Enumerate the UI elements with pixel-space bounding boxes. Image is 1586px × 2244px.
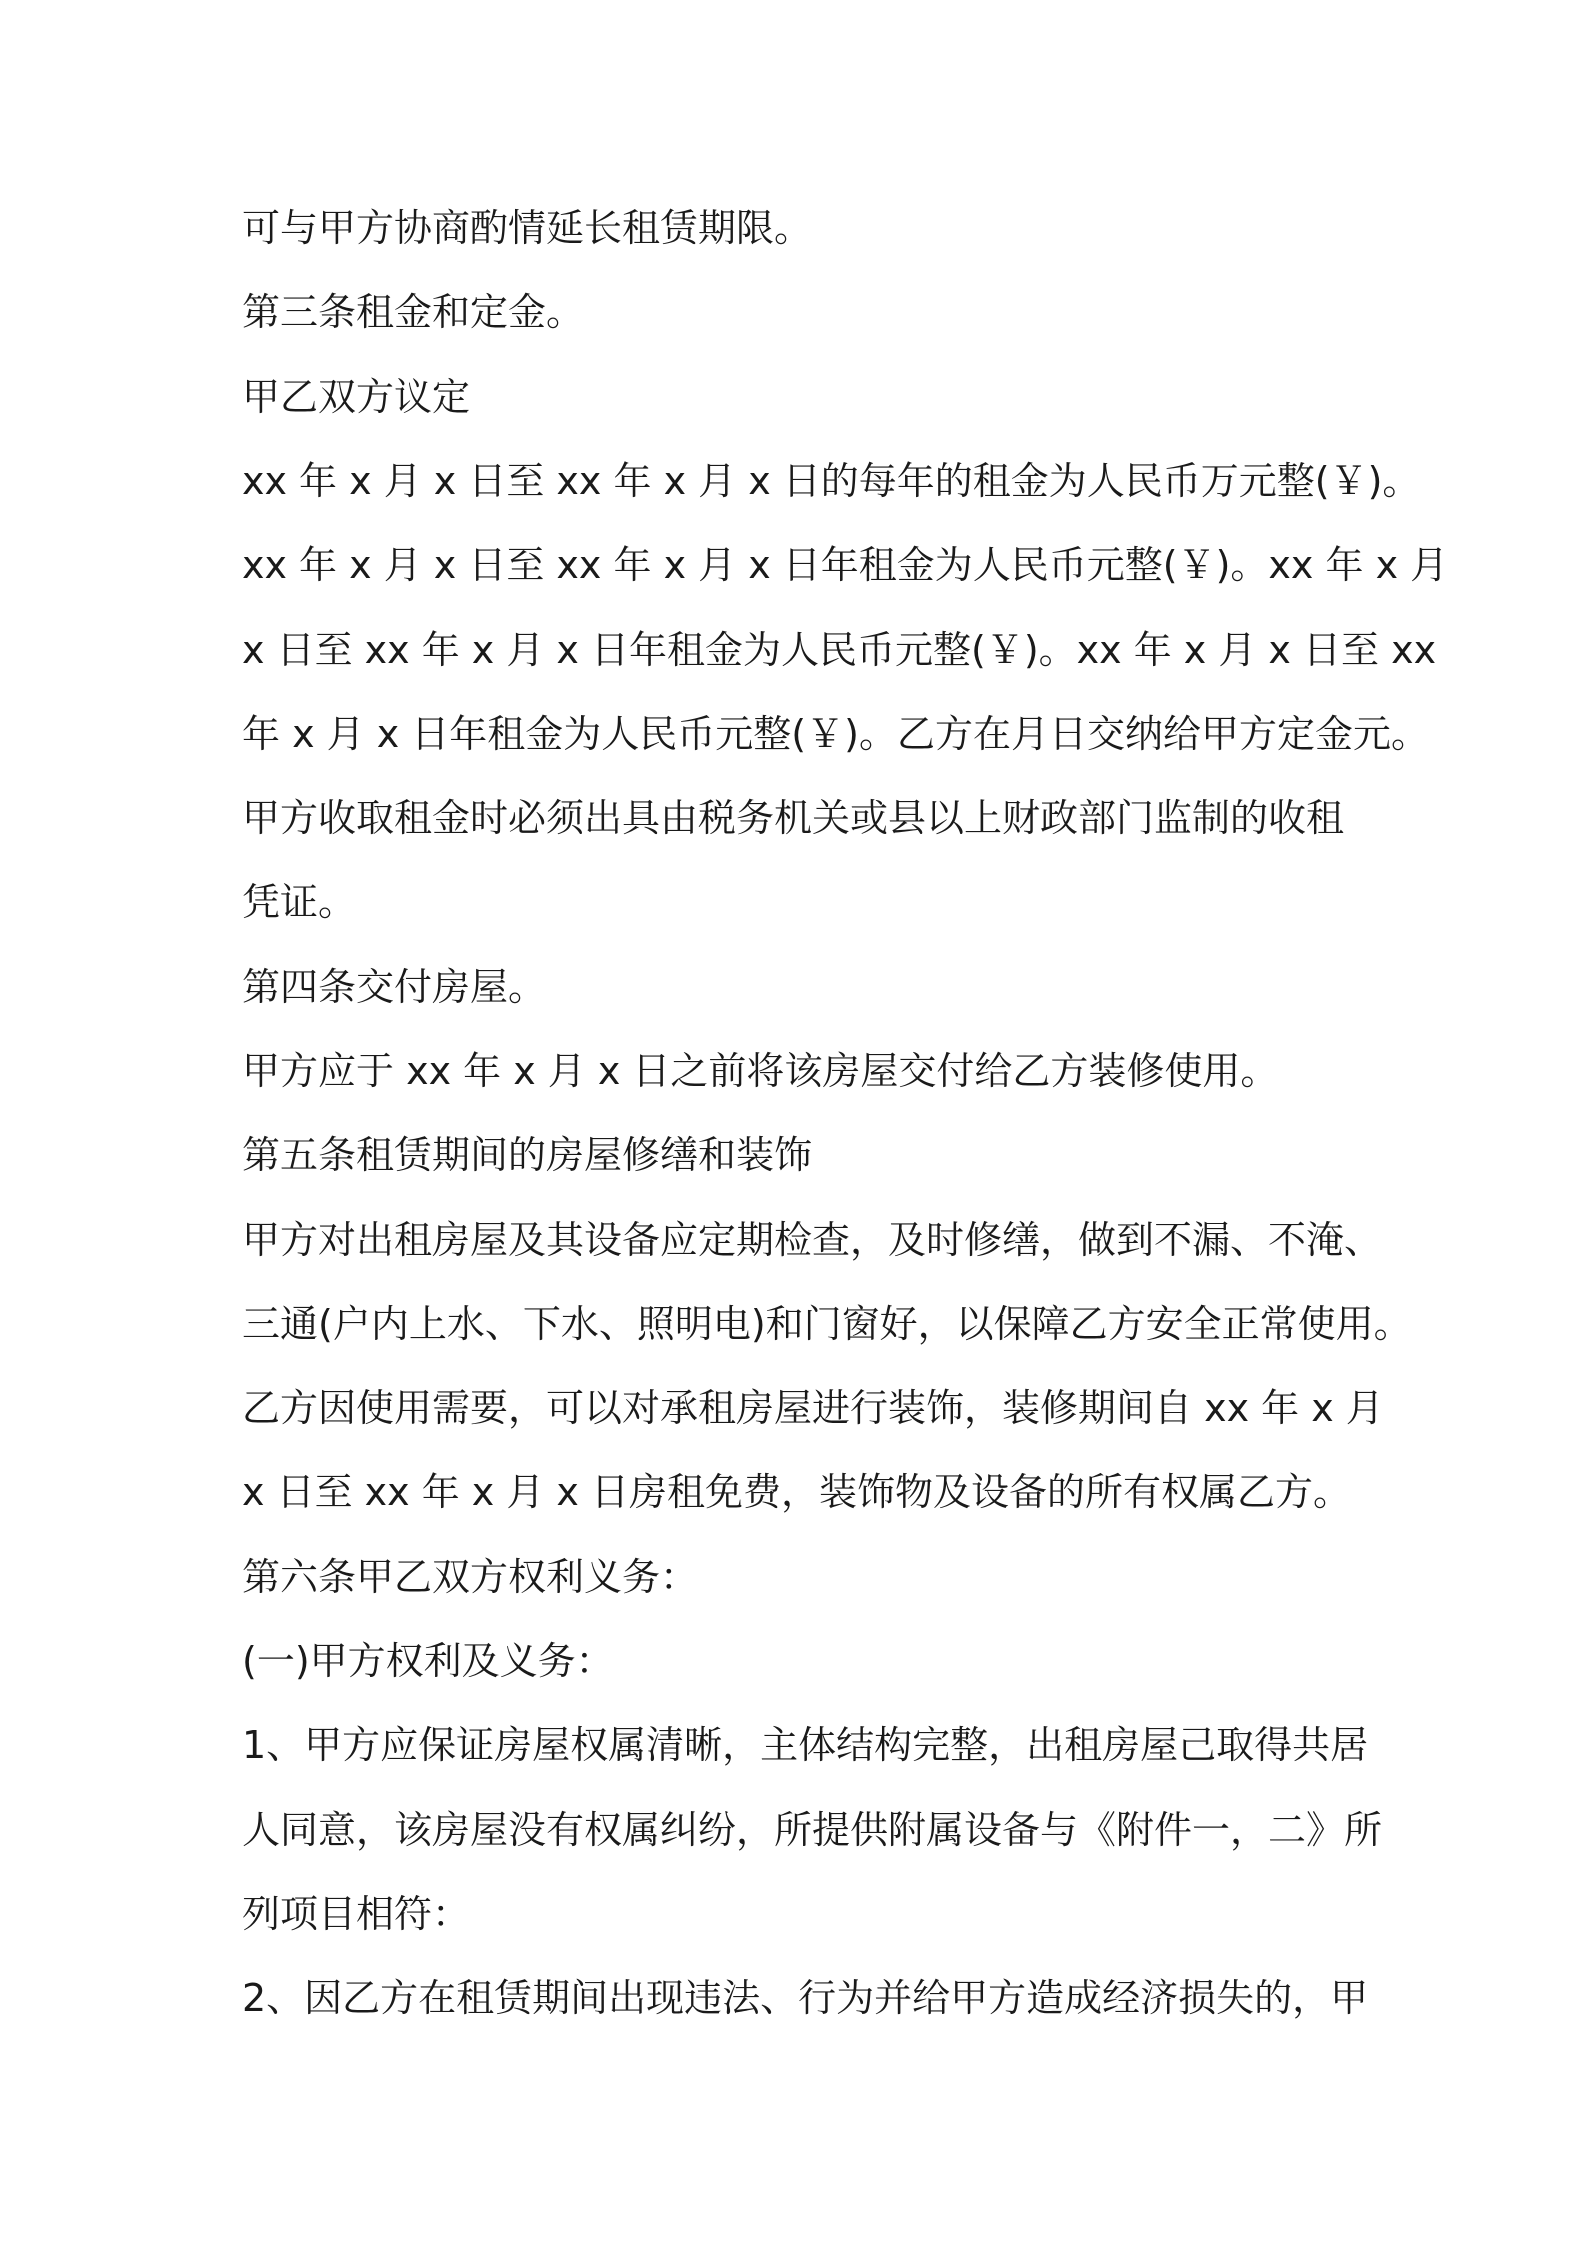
text-line: 甲方收取租金时必须出具由税务机关或县以上财政部门监制的收租 xyxy=(242,796,1345,840)
section-heading: 第四条交付房屋。 xyxy=(242,965,547,1009)
section-heading: 第六条甲乙双方权利义务： xyxy=(242,1555,699,1599)
subsection-heading: (一)甲方权利及义务： xyxy=(242,1639,614,1683)
text-line: 甲方应于 xx 年 x 月 x 日之前将该房屋交付给乙方装修使用。 xyxy=(242,1049,1279,1093)
text-line: 2、因乙方在租赁期间出现违法、行为并给甲方造成经济损失的，甲 xyxy=(242,1976,1369,2020)
text-line: 乙方因使用需要，可以对承租房屋进行装饰，装修期间自 xx 年 x 月 xyxy=(242,1386,1384,1430)
section-heading: 第五条租赁期间的房屋修缮和装饰 xyxy=(242,1133,813,1177)
text-line: 三通(户内上水、下水、照明电)和门窗好，以保障乙方安全正常使用。 xyxy=(242,1302,1412,1346)
text-line: 年 x 月 x 日年租金为人民币元整(￥)。乙方在月日交纳给甲方定金元。 xyxy=(242,712,1429,756)
text-line: 列项目相符： xyxy=(242,1892,471,1936)
text-line: 人同意，该房屋没有权属纠纷，所提供附属设备与《附件一，二》所 xyxy=(242,1808,1383,1852)
text-line: x 日至 xx 年 x 月 x 日年租金为人民币元整(￥)。xx 年 x 月 x 日至 xx xyxy=(242,628,1437,672)
text-line: 甲乙双方议定 xyxy=(242,375,471,419)
text-line: 凭证。 xyxy=(242,880,357,924)
section-heading: 第三条租金和定金。 xyxy=(242,290,585,334)
text-line: xx 年 x 月 x 日至 xx 年 x 月 x 日年租金为人民币元整(￥)。xx 年 x 月 xyxy=(242,543,1449,587)
text-line: 甲方对出租房屋及其设备应定期检查，及时修缮，做到不漏、不淹、 xyxy=(242,1218,1383,1262)
text-line: x 日至 xx 年 x 月 x 日房租免费，装饰物及设备的所有权属乙方。 xyxy=(242,1470,1351,1514)
text-line: 可与甲方协商酌情延长租赁期限。 xyxy=(242,206,813,250)
text-line: 1、甲方应保证房屋权属清晰，主体结构完整，出租房屋己取得共居 xyxy=(242,1723,1369,1767)
text-line: xx 年 x 月 x 日至 xx 年 x 月 x 日的每年的租金为人民币万元整(￥)。 xyxy=(242,459,1421,503)
